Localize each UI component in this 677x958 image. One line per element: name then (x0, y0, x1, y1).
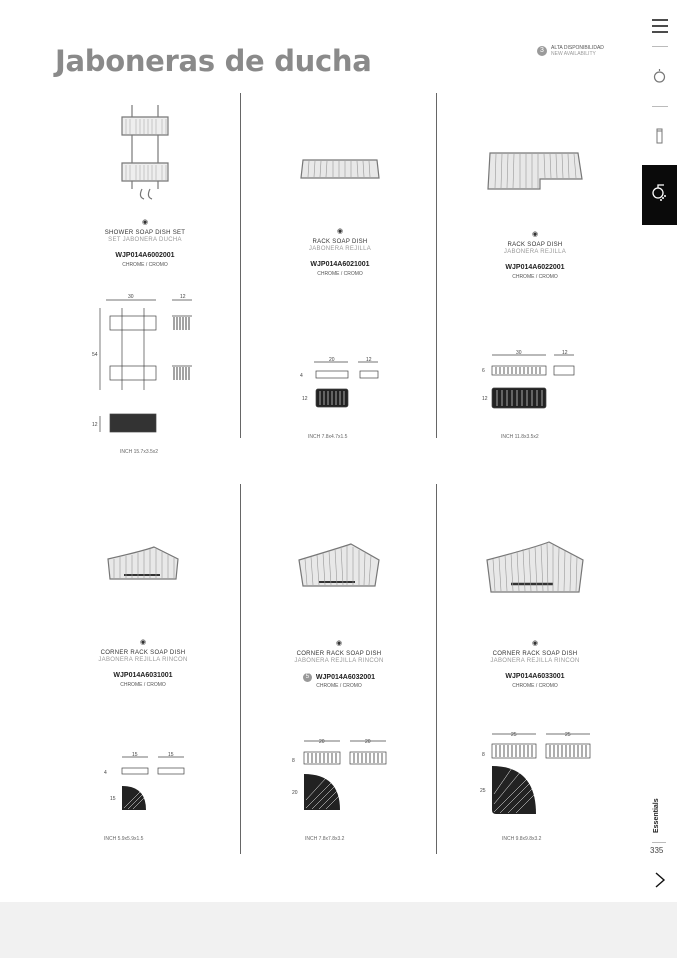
dim-label: 15 (168, 752, 174, 758)
dim-label: 8 (292, 758, 295, 764)
product-code: WJP014A6021001 (310, 261, 370, 268)
technical-drawing (480, 350, 580, 412)
product-card[interactable] (50, 103, 240, 268)
product-finish: CHROME / CROMO (122, 262, 168, 268)
dim-label: 12 (562, 350, 568, 356)
availability-icon: 3 (537, 46, 547, 56)
product-name-es: JABONERA REJILLA (503, 249, 567, 255)
product-code: WJP014A6033001 (505, 673, 565, 680)
dim-label: 25 (511, 732, 517, 738)
product-finish: CHROME / CROMO (512, 274, 558, 280)
menu-icon[interactable] (642, 17, 677, 40)
inch-dimensions: INCH 7.8x4.7x1.5 (308, 434, 348, 440)
product-finish: CHROME / CROMO (317, 271, 363, 277)
bullet-icon: ◉ (335, 640, 343, 647)
bullet-icon: ◉ (139, 639, 147, 646)
footer-band (0, 902, 677, 958)
dim-label: 4 (300, 373, 303, 379)
divider (652, 842, 666, 843)
technical-drawing (102, 752, 188, 814)
product-card[interactable] (245, 148, 435, 277)
product-photo (295, 148, 385, 188)
product-name-en: CORNER RACK SOAP DISH (492, 651, 578, 657)
product-card[interactable] (440, 540, 630, 689)
product-photo (481, 540, 589, 602)
technical-drawing (478, 728, 594, 818)
product-photo (105, 103, 185, 213)
product-name-es: JABONERA REJILLA RINCON (98, 657, 188, 663)
dim-label: 12 (92, 422, 98, 428)
divider (652, 46, 668, 47)
dim-label: 12 (366, 357, 372, 363)
dim-label: 4 (104, 770, 107, 776)
dim-label: 8 (482, 752, 485, 758)
dim-label: 20 (365, 739, 371, 745)
product-name-en: CORNER RACK SOAP DISH (100, 650, 186, 656)
availability-es: ALTA DISPONIBILIDAD (551, 45, 604, 51)
dim-label: 54 (92, 352, 98, 358)
product-code: WJP014A6002001 (115, 252, 175, 259)
availability-en: NEW AVAILABILITY (551, 51, 596, 57)
product-name-en: RACK SOAP DISH (312, 239, 368, 245)
page-title: Jaboneras de ducha (55, 44, 372, 78)
bullet-icon: ◉ (531, 231, 539, 238)
product-code: WJP014A6031001 (113, 672, 173, 679)
dim-label: 15 (110, 796, 116, 802)
next-page-icon[interactable] (642, 870, 677, 895)
dim-label: 6 (482, 368, 485, 374)
product-name-en: SHOWER SOAP DISH SET (104, 230, 186, 236)
product-card[interactable] (440, 143, 630, 280)
divider (652, 106, 668, 107)
product-name-en: RACK SOAP DISH (507, 242, 563, 248)
product-icon[interactable] (642, 126, 677, 151)
column-divider (436, 484, 437, 854)
dim-label: 25 (480, 788, 486, 794)
sidebar (642, 0, 677, 902)
showerhead-icon (642, 165, 677, 225)
inch-dimensions: INCH 11.8x3.5x2 (501, 434, 539, 440)
dim-label: 30 (516, 350, 522, 356)
section-label: Essentials (653, 798, 660, 833)
column-divider (240, 484, 241, 854)
inch-dimensions: INCH 9.8x9.8x3.2 (502, 836, 542, 842)
column-divider (240, 93, 241, 438)
product-photo (100, 545, 186, 589)
inch-dimensions: INCH 7.8x7.8x3.2 (305, 836, 345, 842)
dim-label: 20 (329, 357, 335, 363)
product-photo (480, 143, 590, 197)
product-card[interactable] (48, 545, 238, 688)
clock-icon[interactable] (642, 68, 677, 91)
dim-label: 20 (292, 790, 298, 796)
bullet-icon: ◉ (531, 640, 539, 647)
product-code: WJP014A6022001 (505, 264, 565, 271)
product-finish: CHROME / CROMO (512, 683, 558, 689)
dim-label: 12 (302, 396, 308, 402)
active-section[interactable] (642, 165, 677, 225)
availability-badge: 5 (303, 673, 312, 682)
bullet-icon: ◉ (141, 219, 149, 226)
product-name-es: JABONERA REJILLA RINCON (490, 658, 580, 664)
page-number: 335 (650, 846, 664, 855)
inch-dimensions: INCH 5.9x5.9x1.5 (104, 836, 144, 842)
inch-dimensions: INCH 15.7x3.5x2 (120, 449, 159, 455)
dim-label: 30 (128, 294, 134, 300)
technical-drawing (288, 736, 398, 816)
technical-drawing (296, 357, 386, 412)
dim-label: 12 (180, 294, 186, 300)
dim-label: 12 (482, 396, 488, 402)
bullet-icon: ◉ (336, 228, 344, 235)
dim-label: 25 (565, 732, 571, 738)
dim-label: 20 (319, 739, 325, 745)
product-finish: CHROME / CROMO (316, 683, 362, 689)
product-name-es: JABONERA REJILLA RINCON (294, 658, 384, 664)
availability-legend (537, 45, 604, 57)
product-card[interactable] (244, 542, 434, 689)
technical-drawing (92, 294, 202, 439)
product-finish: CHROME / CROMO (120, 682, 166, 688)
product-name-es: JABONERA REJILLA (308, 246, 372, 252)
product-name-es: SET JABONERA DUCHA (108, 237, 182, 243)
product-code: 5 WJP014A6032001 (303, 673, 375, 682)
column-divider (436, 93, 437, 438)
dim-label: 15 (132, 752, 138, 758)
product-photo (291, 542, 387, 598)
product-name-en: CORNER RACK SOAP DISH (296, 651, 382, 657)
